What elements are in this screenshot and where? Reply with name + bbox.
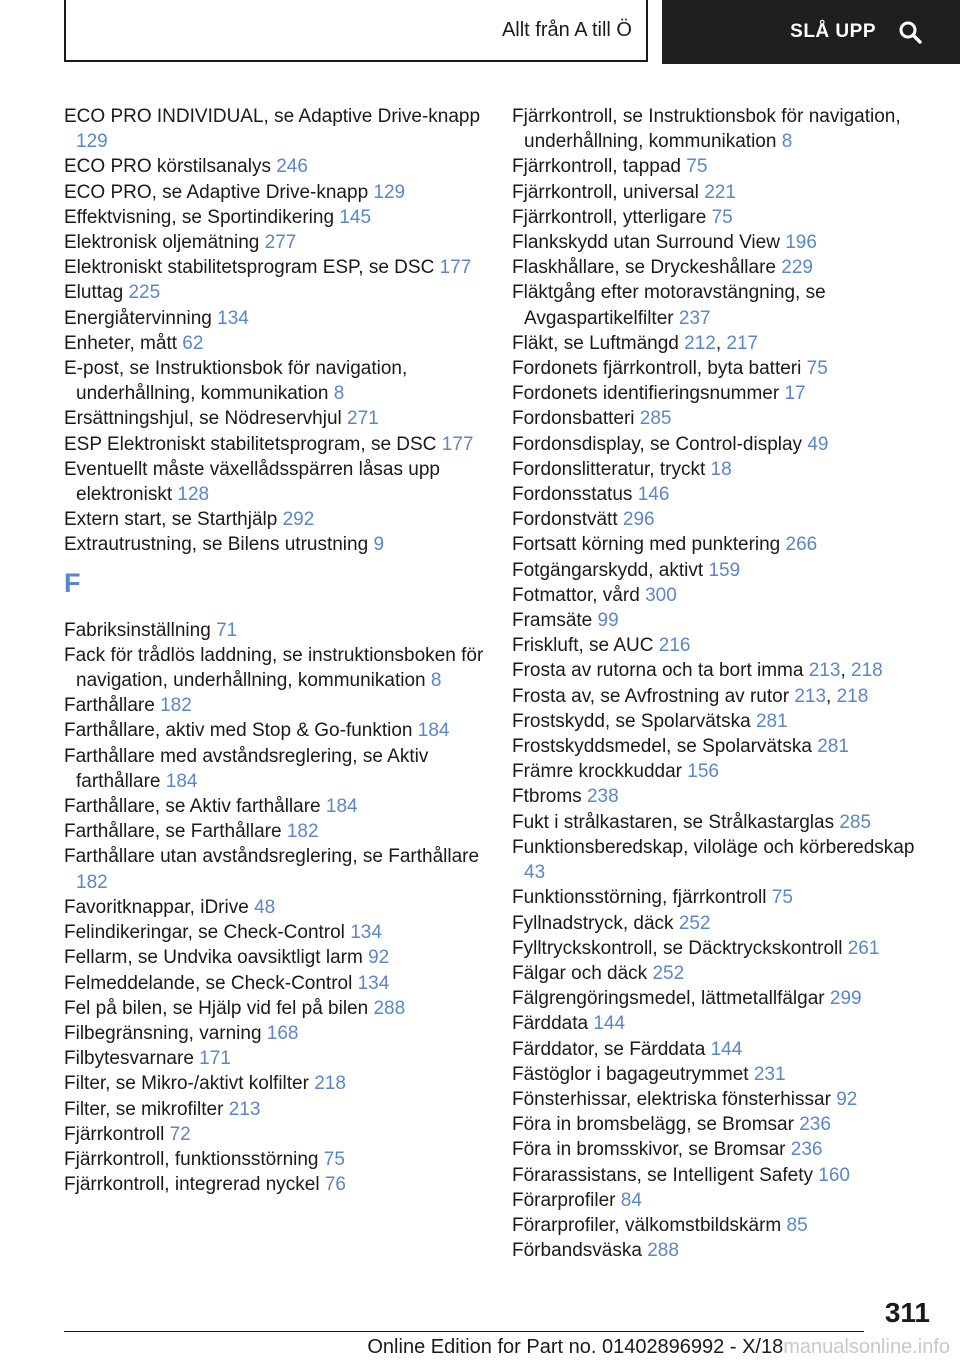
index-entry-text: ECO PRO INDIVIDUAL, se Adaptive Drive-knapp — [64, 106, 481, 127]
page-link[interactable]: 146 — [637, 484, 670, 506]
index-entry-text: Fläkt, se Luftmängd — [512, 332, 679, 354]
search-icon — [898, 20, 922, 44]
page-link[interactable]: 8 — [430, 670, 442, 692]
index-entry-text: Fjärrkontroll, integrerad nyckel — [64, 1174, 320, 1196]
page-link[interactable]: 99 — [597, 610, 619, 632]
index-entry — [512, 532, 932, 557]
index-section-letter: F — [64, 567, 81, 598]
index-entry — [64, 1071, 484, 1096]
index-entry — [64, 996, 484, 1021]
index-entry-text: Farthållare, se Aktiv farthållare — [64, 796, 321, 818]
index-entry — [512, 507, 932, 532]
index-entry-text: Fälgar och däck — [512, 962, 648, 984]
index-entry — [64, 306, 484, 331]
index-entry-text: Friskluft, se AUC — [512, 635, 654, 657]
index-entry — [512, 1011, 932, 1036]
page-link[interactable]: 213 — [228, 1098, 261, 1120]
index-entry — [64, 331, 484, 356]
page-link[interactable]: 144 — [710, 1038, 743, 1060]
page-link[interactable]: 217 — [726, 332, 759, 354]
index-entry-text: E-post, se Instruktionsbok för navigation, underhållning, kommunikation — [64, 358, 408, 405]
page-link[interactable]: 8 — [333, 383, 345, 405]
index-entry — [512, 583, 932, 608]
index-entry — [64, 844, 484, 894]
index-entry-text: Fordonstvätt — [512, 509, 618, 531]
page-link[interactable]: 9 — [373, 534, 385, 556]
index-entry — [64, 255, 484, 280]
page-link[interactable]: 285 — [639, 408, 672, 430]
index-entry — [512, 1238, 932, 1263]
index-entry-text: Fordonsstatus — [512, 484, 633, 506]
page-link[interactable]: 156 — [687, 761, 719, 783]
index-column-right — [512, 104, 932, 1263]
index-entry-text: Extern start, se Starthjälp — [64, 509, 278, 531]
index-entry-text: Funktionsstörning, fjärrkontroll — [512, 887, 767, 909]
page-link[interactable]: 231 — [753, 1063, 786, 1085]
index-entry — [64, 280, 484, 305]
index-entry-text: Fjärrkontroll, universal — [512, 181, 699, 203]
page-link[interactable]: 281 — [817, 736, 849, 758]
index-entry-text: Fylltryckskontroll, se Däcktryckskontroll — [512, 937, 843, 959]
index-entry — [64, 1097, 484, 1122]
index-entry-text: Filter, se mikrofilter — [64, 1098, 224, 1120]
index-entry — [64, 507, 484, 532]
index-entry-text: Fukt i strålkastaren, se Strålkastarglas — [512, 811, 835, 833]
page-link[interactable]: 236 — [799, 1114, 831, 1136]
page-link[interactable]: 62 — [182, 332, 204, 354]
page-link[interactable]: 134 — [217, 307, 249, 329]
index-entry — [512, 936, 932, 961]
page-link[interactable]: 92 — [836, 1088, 858, 1110]
index-entry — [512, 205, 932, 230]
page-link[interactable]: 299 — [829, 988, 862, 1010]
page-link[interactable]: 182 — [286, 821, 319, 843]
index-entry-text: Felindikeringar, se Check-Control — [64, 922, 345, 944]
index-entry — [64, 920, 484, 945]
index-entry-text: Fotgängarskydd, aktivt — [512, 559, 704, 581]
page-link[interactable]: 129 — [76, 131, 108, 153]
page-link[interactable]: 292 — [282, 509, 315, 531]
lookup-button-label: SLÅ UPP — [790, 21, 876, 42]
index-entry — [64, 643, 484, 693]
page-number: 311 — [884, 1297, 930, 1328]
index-entry — [512, 457, 932, 482]
page-link[interactable]: 261 — [847, 937, 880, 959]
page-link[interactable]: 144 — [593, 1013, 626, 1035]
page-link[interactable]: 84 — [620, 1189, 642, 1211]
page-link[interactable]: 168 — [266, 1022, 299, 1044]
index-entry — [512, 482, 932, 507]
index-entry — [512, 230, 932, 255]
index-entry — [64, 819, 484, 844]
index-entry — [64, 744, 484, 794]
index-entry — [512, 280, 932, 330]
index-entry — [512, 432, 932, 457]
index-entry-text: Färddator, se Färddata — [512, 1038, 706, 1060]
page-link[interactable]: 271 — [347, 408, 379, 430]
index-entry-text: Fel på bilen, se Hjälp vid fel på bilen — [64, 997, 369, 1019]
page-link[interactable]: 134 — [357, 972, 390, 994]
index-entry-text: Förarassistans, se Intelligent Safety — [512, 1164, 813, 1186]
index-entry-text: Förarprofiler, välkomstbildskärm — [512, 1214, 782, 1236]
index-entry — [512, 1037, 932, 1062]
index-entry — [64, 205, 484, 230]
index-entry — [64, 971, 484, 996]
index-entry-text: Filbytesvarnare — [64, 1048, 194, 1070]
page-link[interactable]: 8 — [781, 131, 793, 153]
index-entry — [512, 1137, 932, 1162]
index-entry — [64, 356, 484, 406]
index-entry-text: Fordonets fjärrkontroll, byta batteri — [512, 358, 802, 380]
page-link[interactable]: 218 — [836, 685, 869, 707]
page-link[interactable]: 212 — [684, 332, 716, 354]
page-link[interactable]: 177 — [441, 433, 474, 455]
page-link[interactable]: 75 — [711, 206, 733, 228]
index-entry-text: Felmeddelande, se Check-Control — [64, 972, 353, 994]
index-entry-text: Fordonets identifieringsnummer — [512, 383, 780, 405]
index-entry-text: Farthållare, aktiv med Stop & Go-funktion — [64, 720, 413, 742]
index-entry — [512, 1163, 932, 1188]
page-link[interactable]: 216 — [658, 635, 691, 657]
page-link[interactable]: 182 — [160, 695, 192, 717]
index-entry-text: Flankskydd utan Surround View — [512, 232, 780, 254]
page-link[interactable]: 128 — [177, 484, 210, 506]
index-entry — [512, 835, 932, 885]
page-link[interactable]: 129 — [373, 181, 406, 203]
index-entry-text: Föra in bromsskivor, se Bromsar — [512, 1139, 786, 1161]
index-entry-text: Extrautrustning, se Bilens utrustning — [64, 534, 369, 556]
index-entry — [64, 1021, 484, 1046]
index-entry-text: Fellarm, se Undvika oavsiktligt larm — [64, 947, 363, 969]
index-entry — [512, 1062, 932, 1087]
index-entry-text: Elektronisk oljemätning — [64, 232, 260, 254]
page-link[interactable]: 225 — [128, 282, 161, 304]
index-entry-text: Farthållare med avståndsreglering, se Aktiv farthållare — [64, 745, 429, 792]
index-entry — [64, 895, 484, 920]
index-entry — [512, 255, 932, 280]
index-entry-text: Frostskyddsmedel, se Spolarvätska — [512, 736, 812, 758]
page-link[interactable]: 184 — [417, 720, 450, 742]
page-link[interactable]: 72 — [169, 1123, 191, 1145]
page-link[interactable]: 238 — [586, 786, 619, 808]
index-entry — [512, 961, 932, 986]
index-entry — [512, 911, 932, 936]
page-link[interactable]: 43 — [524, 862, 546, 884]
page-link[interactable]: 300 — [645, 584, 677, 606]
index-entry-text: Farthållare, se Farthållare — [64, 821, 282, 843]
index-entry — [512, 558, 932, 583]
index-entry-text: Förbandsväska — [512, 1240, 642, 1262]
footer-edition — [290, 1336, 950, 1359]
index-entry-text: Enheter, mått — [64, 332, 178, 354]
page-link[interactable]: 184 — [325, 796, 358, 818]
index-entry-text: Fordonslitteratur, tryckt — [512, 458, 706, 480]
index-entry-text: Frosta av rutorna och ta bort imma — [512, 660, 804, 682]
page-link[interactable]: 184 — [165, 770, 198, 792]
page-link[interactable]: 237 — [678, 307, 711, 329]
index-entry-text: Funktionsberedskap, viloläge och körberedskap — [512, 836, 915, 858]
index-entry-text: Fjärrkontroll, tappad — [512, 156, 681, 178]
index-entry — [512, 1213, 932, 1238]
index-entry — [512, 784, 932, 809]
page-link[interactable]: 17 — [784, 383, 806, 405]
index-entry-text: Frostskydd, se Spolarvätska — [512, 710, 751, 732]
lookup-button[interactable] — [662, 0, 960, 64]
index-entry-text: Ersättningshjul, se Nödreservhjul — [64, 408, 342, 430]
index-entry-text: Framsäte — [512, 610, 593, 632]
page-link[interactable]: 288 — [373, 997, 406, 1019]
page-link[interactable]: 75 — [323, 1148, 345, 1170]
index-entry-text: Fönsterhissar, elektriska fönsterhissar — [512, 1088, 831, 1110]
index-entry-text: Fjärrkontroll, se Instruktionsbok för navigation, underhållning, kommunikation — [512, 106, 901, 153]
page-link[interactable]: 229 — [781, 257, 813, 279]
index-entry — [512, 104, 932, 154]
index-entry-text: Fjärrkontroll, ytterligare — [512, 206, 707, 228]
index-entry — [64, 618, 484, 643]
index-entry — [64, 1046, 484, 1071]
index-entry — [512, 356, 932, 381]
index-entry — [64, 104, 484, 154]
edition-text: Online Edition for Part no. 01402896992 - X/18 — [367, 1336, 784, 1358]
index-entry — [64, 532, 484, 557]
index-entry: Frosta av rutorna och ta bort imma 213, 218 — [512, 660, 883, 682]
index-entry — [64, 718, 484, 743]
index-entry — [512, 180, 932, 205]
index-column-left — [64, 104, 484, 1197]
index-entry-text: Farthållare utan avståndsreglering, se Farthållare — [64, 846, 480, 868]
index-entry — [64, 230, 484, 255]
page-link[interactable]: 76 — [324, 1174, 346, 1196]
section-title-tab[interactable] — [64, 0, 648, 62]
index-entry-text: ECO PRO körstilsanalys — [64, 156, 271, 178]
index-entry-text: Eventuellt måste växellådsspärren låsas upp elektroniskt — [64, 458, 440, 506]
index-entry-text: Fästöglor i bagageutrymmet — [512, 1063, 749, 1085]
index-entry-text: Fortsatt körning med punktering — [512, 534, 781, 556]
index-entry-text: Fotmattor, vård — [512, 584, 640, 606]
index-entry-text: ECO PRO, se Adaptive Drive-knapp — [64, 181, 369, 203]
index-entry — [512, 154, 932, 179]
page-link[interactable]: 281 — [755, 710, 788, 732]
index-entry-text: Flaskhållare, se Dryckeshållare — [512, 257, 776, 279]
index-entry — [64, 180, 484, 205]
page-link[interactable]: 285 — [839, 811, 872, 833]
index-entry-text: Fordonsdisplay, se Control-display — [512, 433, 803, 455]
index-entry — [64, 432, 484, 457]
index-entry — [64, 1147, 484, 1172]
index-entry-text: Frosta av, se Avfrostning av rutor — [512, 685, 790, 707]
index-entry-text: Förarprofiler — [512, 1189, 616, 1211]
index-entry — [512, 709, 932, 734]
index-entry-text: Fjärrkontroll — [64, 1123, 165, 1145]
index-entry — [512, 1112, 932, 1137]
index-entry — [64, 1172, 484, 1197]
index-entry-text: Färddata — [512, 1013, 589, 1035]
page-link[interactable]: 49 — [807, 433, 829, 455]
page-link[interactable]: 213 — [808, 660, 841, 682]
index-entry-text: Filter, se Mikro-/aktivt kolfilter — [64, 1073, 309, 1095]
index-entry: Frosta av, se Avfrostning av rutor 213, 218 — [512, 685, 869, 707]
page-link[interactable]: 277 — [264, 232, 297, 254]
index-entry-text: Fyllnadstryck, däck — [512, 912, 674, 934]
page-link[interactable]: 134 — [350, 922, 382, 944]
page-link[interactable]: 92 — [368, 947, 390, 969]
index-entry-text: Fordonsbatteri — [512, 408, 635, 430]
page-link[interactable]: 75 — [806, 358, 828, 380]
index-entry-text: Energiåtervinning — [64, 307, 212, 329]
index-entry-text: Fabriksinställning — [64, 619, 211, 641]
index-entry — [512, 633, 932, 658]
page-link[interactable]: 48 — [254, 896, 276, 918]
index-entry-text: Föra in bromsbelägg, se Bromsar — [512, 1114, 794, 1136]
page-link[interactable]: 177 — [439, 257, 472, 279]
index-entry-text: Favoritknappar, iDrive — [64, 896, 249, 918]
index-entry — [64, 457, 484, 507]
index-entry-text: Eluttag — [64, 282, 124, 304]
index-entry — [512, 406, 932, 431]
page-link[interactable]: 85 — [786, 1214, 808, 1236]
index-entry-text: Fälgrengöringsmedel, lättmetallfälgar — [512, 988, 825, 1010]
index-entry — [512, 608, 932, 633]
index-entry — [64, 945, 484, 970]
page-link[interactable]: 246 — [276, 156, 308, 178]
index-entry-text: Fack för trådlös laddning, se instruktionsboken för navigation, underhållning, kommunikation — [64, 644, 484, 692]
index-entry-text: Filbegränsning, varning — [64, 1022, 262, 1044]
page-link[interactable]: 221 — [704, 181, 736, 203]
section-title: Allt från A till Ö — [501, 18, 632, 41]
index-entry — [512, 810, 932, 835]
page-link[interactable]: 252 — [678, 912, 711, 934]
page-link[interactable]: 288 — [647, 1240, 679, 1262]
page-link[interactable]: 218 — [851, 660, 883, 682]
index-entry-text: Ftbroms — [512, 786, 582, 808]
footer-brand: manualsonline.info — [783, 1336, 950, 1358]
page-link[interactable]: 71 — [216, 619, 238, 641]
index-entry-text: Effektvisning, se Sportindikering — [64, 206, 335, 228]
index-entry-text: ESP Elektroniskt stabilitetsprogram, se DSC — [64, 433, 437, 455]
page-link[interactable]: 171 — [199, 1048, 231, 1070]
index-entry — [64, 406, 484, 431]
page-link[interactable]: 218 — [314, 1073, 346, 1095]
index-entry — [512, 1087, 932, 1112]
page-link[interactable]: 145 — [339, 206, 372, 228]
page-link[interactable]: 196 — [785, 232, 817, 254]
index-entry — [512, 734, 932, 759]
index-entry — [512, 759, 932, 784]
page-link[interactable]: 75 — [686, 156, 708, 178]
page-link[interactable]: 236 — [790, 1139, 823, 1161]
page-link[interactable]: 182 — [76, 871, 108, 893]
index-entry-text: Fläktgång efter motoravstängning, se Avgaspartikelfilter — [512, 282, 826, 329]
index-entry — [64, 794, 484, 819]
page-link[interactable]: 252 — [652, 962, 685, 984]
index-entry-text: Främre krockkuddar — [512, 761, 682, 783]
footer-divider — [64, 1331, 864, 1332]
page-link[interactable]: 213 — [794, 685, 827, 707]
page-link[interactable]: 18 — [710, 458, 732, 480]
page-link[interactable]: 159 — [708, 559, 741, 581]
index-entry — [64, 154, 484, 179]
page-link[interactable]: 160 — [818, 1164, 850, 1186]
page-link[interactable]: 266 — [785, 534, 818, 556]
page-link[interactable]: 296 — [622, 509, 655, 531]
index-entry — [512, 986, 932, 1011]
index-entry — [64, 1122, 484, 1147]
index-entry — [512, 381, 932, 406]
index-entry-text: Fjärrkontroll, funktionsstörning — [64, 1148, 319, 1170]
index-entry: Fläkt, se Luftmängd 212, 217 — [512, 332, 759, 354]
index-entry-text: Farthållare — [64, 695, 155, 717]
index-entry — [512, 885, 932, 910]
index-entry — [512, 1188, 932, 1213]
page-header — [0, 0, 960, 66]
page-link[interactable]: 75 — [771, 887, 793, 909]
index-entry-text: Elektroniskt stabilitetsprogram ESP, se DSC — [64, 257, 435, 279]
index-entry — [64, 693, 484, 718]
